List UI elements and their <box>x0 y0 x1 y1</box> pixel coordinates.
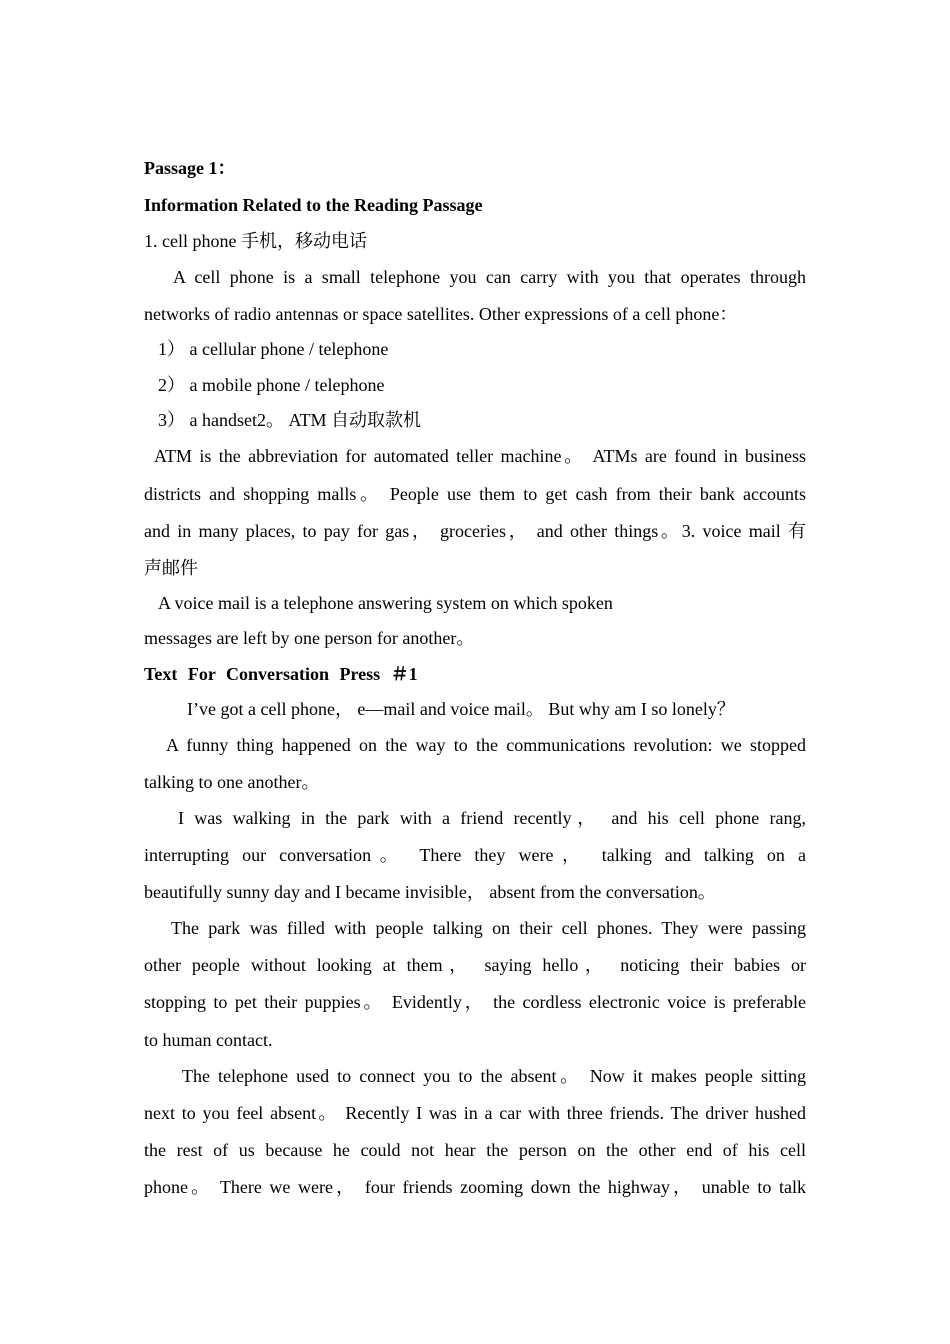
item1-title: 1. cell phone 手机，移动电话 <box>144 231 367 251</box>
paragraph-3-line-1: A voice mail is a telephone answering system on which spoken <box>158 593 613 613</box>
text-paragraph-3-line-3: beautifully sunny day and I became invisible， absent from the conversation。 <box>144 882 716 902</box>
text-paragraph-2-line-1: A funny thing happened on the way to the communications revolution: we stopped <box>166 735 806 755</box>
text-paragraph-4-line-1: The park was filled with people talking on their cell phones. They were passing <box>171 918 806 938</box>
paragraph-1-line-2: networks of radio antennas or space satellites. Other expressions of a cell phone： <box>144 304 738 324</box>
text-paragraph-5-line-4: phone。 There we were， four friends zooming down the highway， unable to talk <box>144 1177 806 1197</box>
list-item-3: 3） a handset2。 ATM 自动取款机 <box>158 410 421 430</box>
text-paragraph-1: I’ve got a cell phone， e—mail and voice mail。 But why am I so lonely？ <box>187 699 735 719</box>
passage-heading: Passage 1： <box>144 158 236 178</box>
text-paragraph-5-line-2: next to you feel absent。 Recently I was in a car with three friends. The driver hushed <box>144 1103 806 1123</box>
text-paragraph-3-line-1: I was walking in the park with a friend recently， and his cell phone rang, <box>178 808 806 828</box>
text-paragraph-2-line-2: talking to one another。 <box>144 772 320 792</box>
paragraph-2-line-2: districts and shopping malls。 People use them to get cash from their bank accounts <box>144 484 806 504</box>
text-paragraph-3-line-2: interrupting our conversation。 There they were， talking and talking on a <box>144 845 806 865</box>
text-paragraph-4-line-3: stopping to pet their puppies。 Evidently， the cordless electronic voice is preferable <box>144 992 806 1012</box>
paragraph-2-line-1: ATM is the abbreviation for automated teller machine。 ATMs are found in business <box>154 446 806 466</box>
list-item-1: 1） a cellular phone / telephone <box>158 339 389 359</box>
text-paragraph-4-line-4: to human contact. <box>144 1030 273 1050</box>
text-paragraph-5-line-3: the rest of us because he could not hear the person on the other end of his cell <box>144 1140 806 1160</box>
paragraph-1-line-1: A cell phone is a small telephone you can carry with you that operates through <box>173 267 806 287</box>
text-paragraph-4-line-2: other people without looking at them， saying hello， noticing their babies or <box>144 955 806 975</box>
info-heading: Information Related to the Reading Passage <box>144 195 483 215</box>
text-heading: Text For Conversation Press ＃1 <box>144 664 418 684</box>
text-paragraph-5-line-1: The telephone used to connect you to the absent。 Now it makes people sitting <box>182 1066 806 1086</box>
paragraph-3-line-2: messages are left by one person for another。 <box>144 628 475 648</box>
paragraph-2-line-3: and in many places, to pay for gas， groceries， and other things。3. voice mail 有 <box>144 521 806 541</box>
list-item-2: 2） a mobile phone / telephone <box>158 375 385 395</box>
paragraph-2-line-4: 声邮件 <box>144 558 198 578</box>
